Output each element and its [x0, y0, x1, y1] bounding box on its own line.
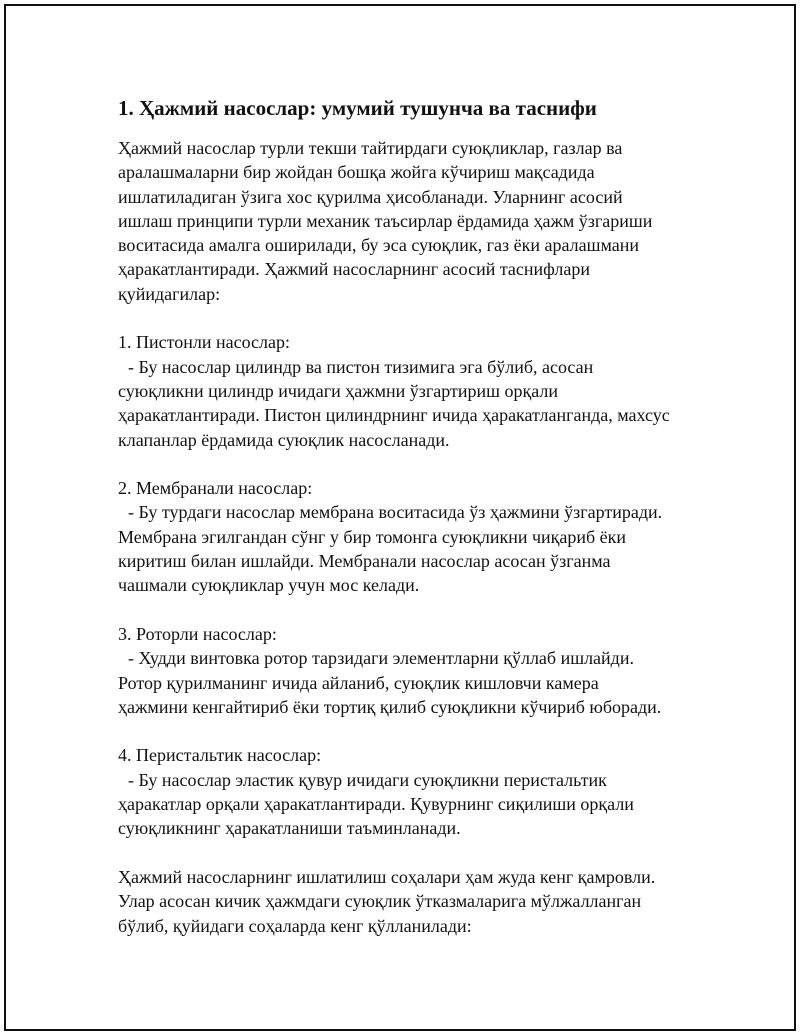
text-line: - Бу турдаги насослар мембрана воситасида ўз ҳажмини ўзгартиради.	[128, 502, 663, 523]
paragraph-gap	[118, 306, 698, 330]
document-body	[118, 94, 698, 938]
text-line: чашмали суюқликлар учун мос келади.	[118, 575, 420, 596]
section-peristaltik	[118, 743, 698, 840]
text-line: ҳаракатлар орқали ҳаракатлантиради. Қувурнинг сиқилиши орқали	[118, 794, 634, 815]
text-line: - Бу насослар цилиндр ва пистон тизимига эга бўлиб, асосан	[128, 356, 594, 377]
text-line: воситасида амалга оширилади, бу эса суюқлик, газ ёки аралашмани	[118, 235, 639, 256]
text-line: суюқликнинг ҳаракатланиши таъминланади.	[118, 818, 461, 839]
paragraph-gap	[118, 841, 698, 865]
text-line: Ҳажмий насослар турли текши тайтирдаги суюқликлар, газлар ва	[118, 138, 623, 158]
text-line: қуйидагилар:	[118, 283, 221, 304]
paragraph-gap	[118, 719, 698, 743]
document-title: 1. Ҳажмий насослар: умумий тушунча ва таснифи	[118, 96, 597, 120]
text-line: суюқликни цилиндр ичидаги ҳажмни ўзгартириш орқали	[118, 380, 559, 401]
text-line: Ротор қурилманинг ичида айланиб, суюқлик кишловчи камера	[118, 672, 599, 693]
text-line: бўлиб, қуйидаги соҳаларда кенг қўлланилади:	[118, 915, 472, 936]
section-pistonli	[118, 330, 698, 451]
text-line: - Бу насослар эластик қувур ичидаги суюқликни перистальтик	[128, 769, 607, 790]
section-heading: 4. Перистальтик насослар:	[118, 745, 322, 766]
section-rotorli	[118, 622, 698, 719]
text-line: аралашмаларни бир жойдан бошқа жойга кўчириш мақсадида	[118, 162, 595, 183]
intro-paragraph	[118, 136, 698, 306]
text-line: ҳаракатлантиради. Пистон цилиндрнинг ичида ҳаракатланганда, махсус	[118, 405, 670, 426]
section-heading: 1. Пистонли насослар:	[118, 332, 291, 353]
text-line: ишлатиладиган ўзига хос қурилма ҳисобланади. Уларнинг асосий	[118, 186, 623, 207]
paragraph-gap	[118, 452, 698, 476]
section-heading: 3. Роторли насослар:	[118, 623, 277, 644]
section-membranali	[118, 476, 698, 597]
closing-paragraph	[118, 865, 698, 938]
text-line: ҳаракатлантиради. Ҳажмий насосларнинг асосий таснифлари	[118, 259, 590, 280]
text-line: киритиш билан ишлайди. Мембранали насослар асосан ўзганма	[118, 551, 611, 572]
text-line: ишлаш принципи турли механик таъсирлар ёрдамида ҳажм ўзгариши	[118, 210, 653, 231]
paragraph-gap	[118, 598, 698, 622]
section-heading: 2. Мембранали насослар:	[118, 478, 313, 499]
text-line: Улар асосан кичик ҳажмдаги суюқлик ўтказмаларига мўлжалланган	[118, 891, 642, 912]
text-line: Ҳажмий насосларнинг ишлатилиш соҳалари ҳам жуда кенг қамровли.	[118, 866, 656, 887]
text-line: ҳажмини кенгайтириб ёки тортиқ қилиб суюқликни кўчириб юборади.	[118, 696, 662, 717]
text-line: Мембрана эгилгандан сўнг у бир томонга суюқликни чиқариб ёки	[118, 526, 627, 547]
text-line: - Худди винтовка ротор тарзидаги элементларни қўллаб ишлайди.	[128, 648, 634, 669]
text-line: клапанлар ёрдамида суюқлик насосланади.	[118, 429, 450, 450]
